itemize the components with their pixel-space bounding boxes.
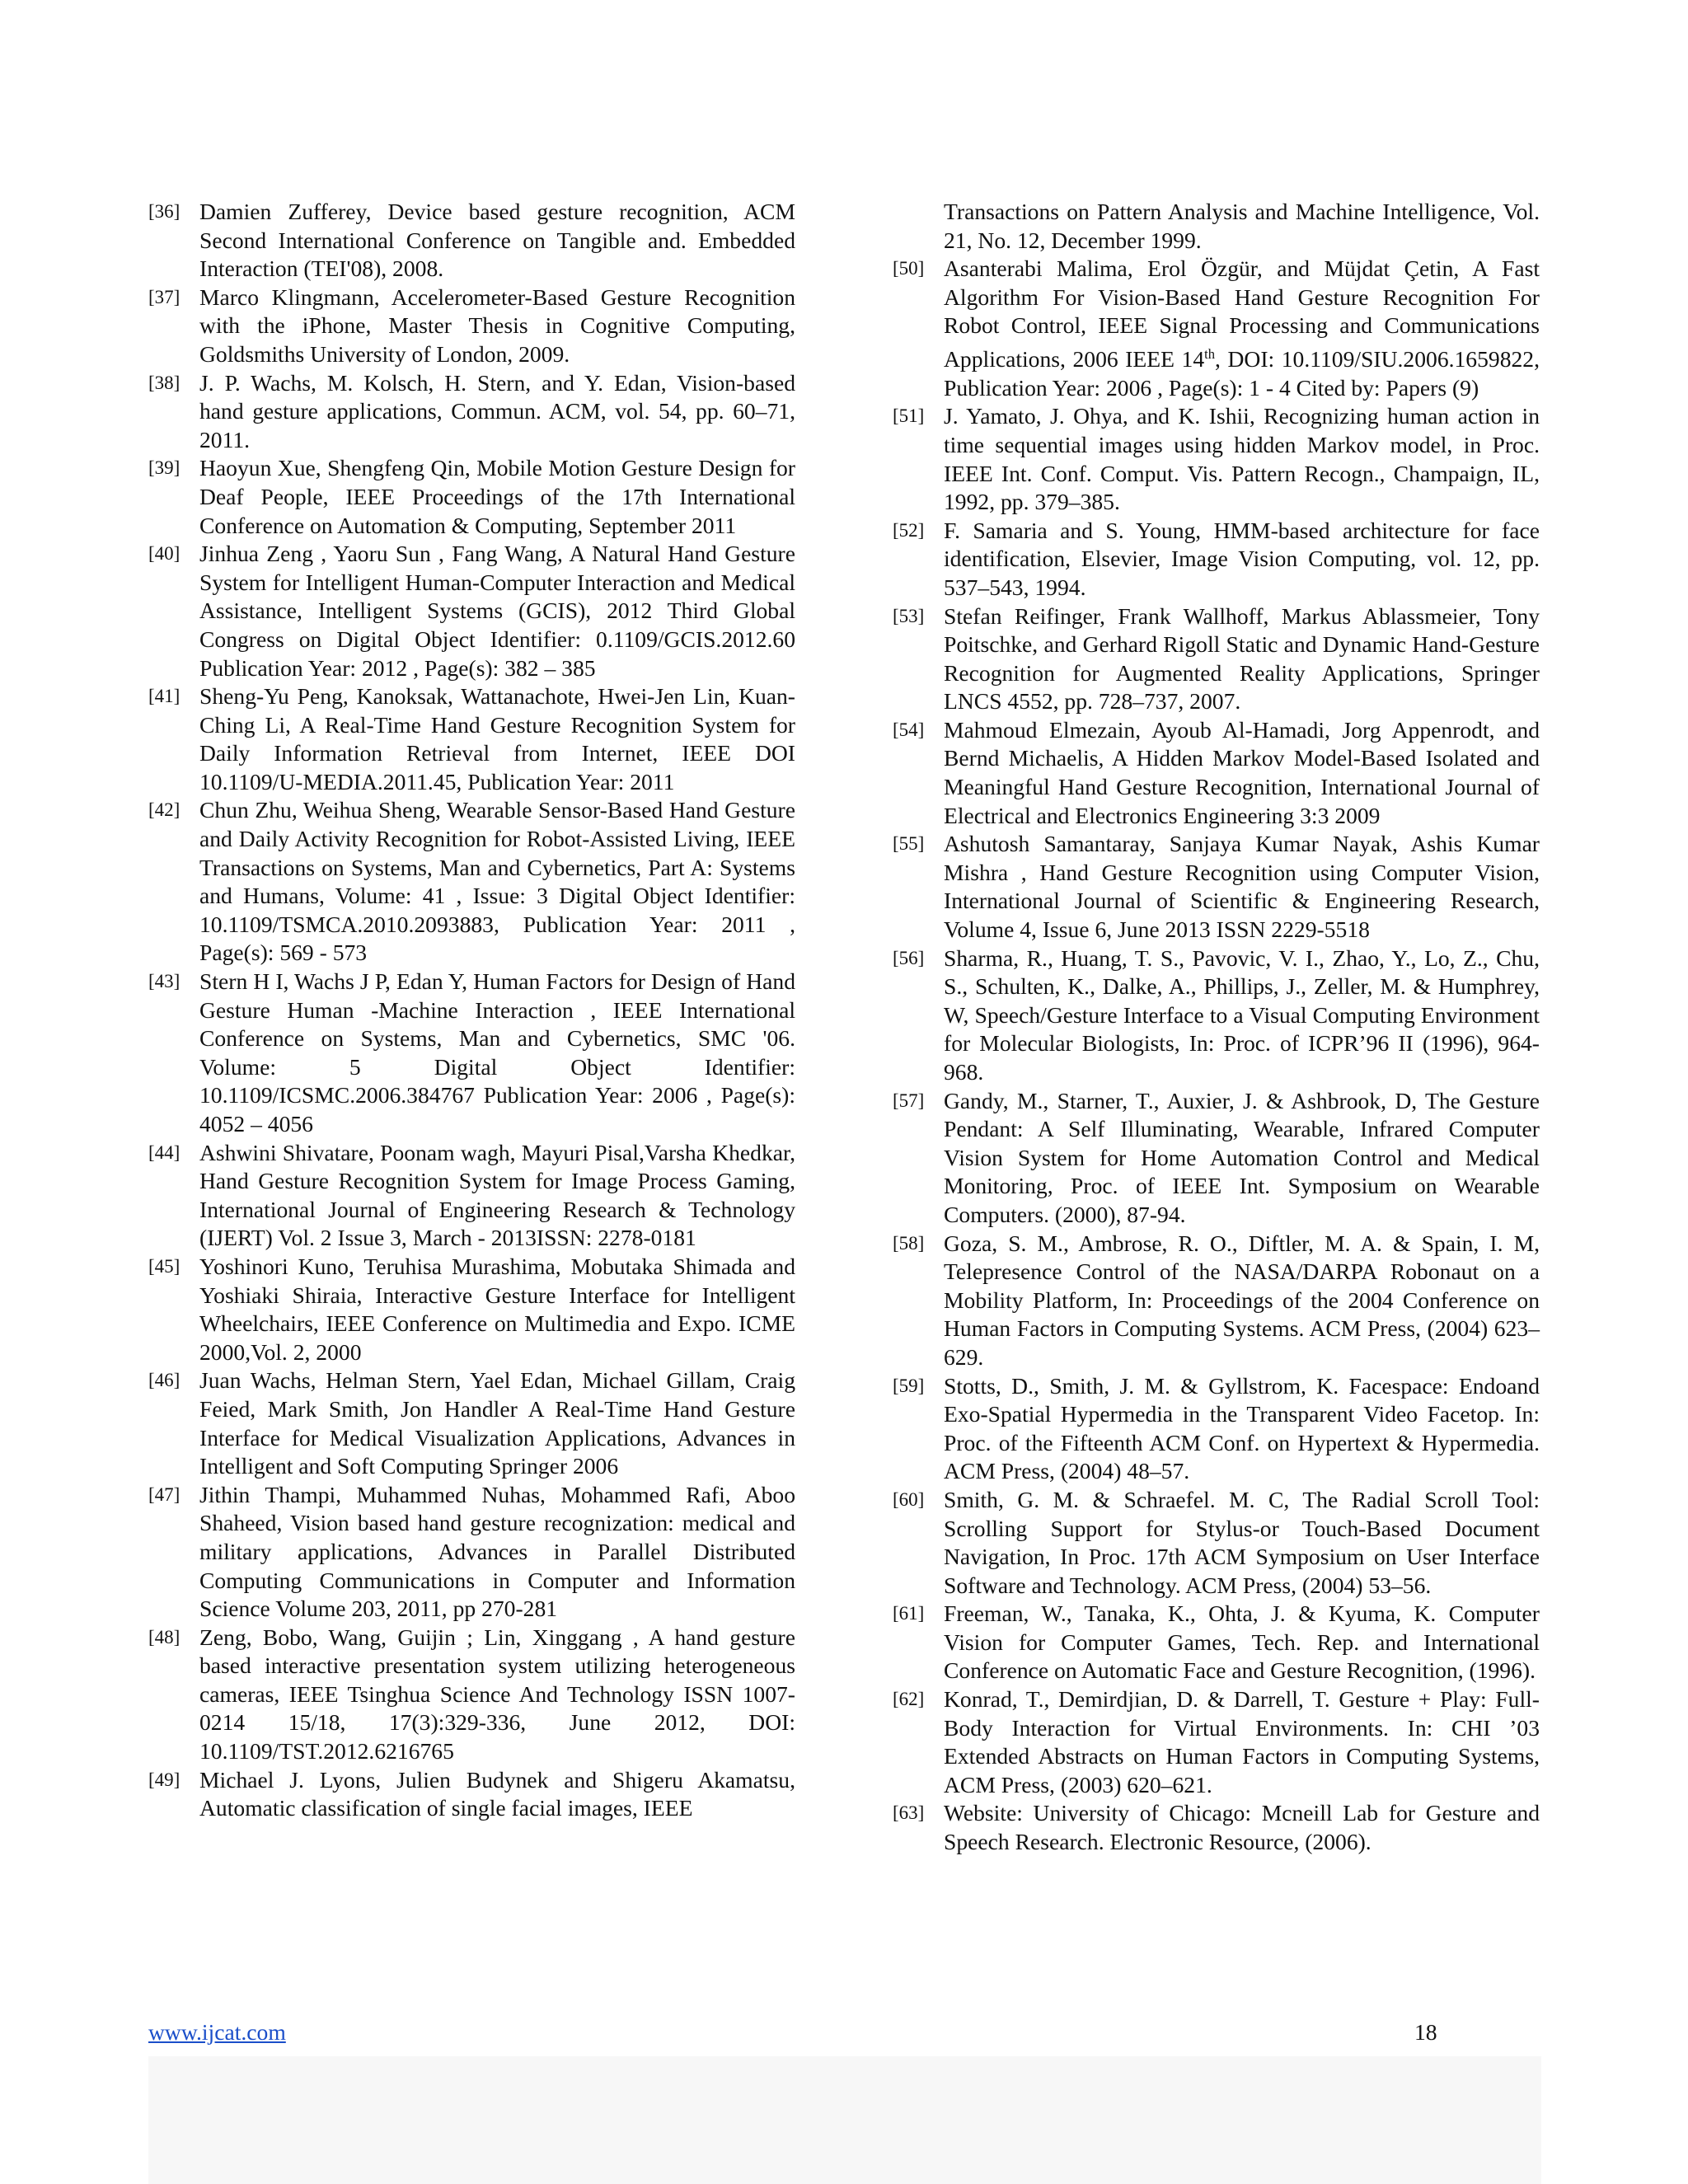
reference-text: F. Samaria and S. Young, HMM-based architecture for face identification, Elsevier, Image Vision Computing, vol. 12, pp. 537–543, 1994.	[944, 517, 1540, 600]
page-number: 18	[1414, 2019, 1437, 2045]
reference-number: [51]	[893, 405, 925, 427]
reference-number: [62]	[893, 1689, 925, 1710]
reference-item	[893, 1685, 1540, 1799]
reference-item	[893, 1087, 1540, 1230]
reference-text: Jinhua Zeng , Yaoru Sun , Fang Wang, A Natural Hand Gesture System for Intelligent Human-Computer Interaction and Medical Assistance, Intelligent Systems (GCIS), 2012 Third Global Congress on Digital Object Identifier: 0.1109/GCIS.2012.60 Publication Year: 2012 , Page(s): 382 – 385	[199, 541, 795, 681]
reference-item	[893, 830, 1540, 944]
reference-number: [57]	[893, 1090, 925, 1111]
reference-item	[893, 602, 1540, 716]
reference-item	[148, 284, 795, 369]
reference-text: Website: University of Chicago: Mcneill Lab for Gesture and Speech Research. Electronic Resource, (2006).	[944, 1800, 1540, 1855]
reference-text: Sheng-Yu Peng, Kanoksak, Wattanachote, Hwei-Jen Lin, Kuan-Ching Li, A Real-Time Hand Gesture Recognition System for Daily Information Retrieval from Internet, IEEE DOI 10.1109/U-MEDIA.2011.45, Publication Year: 2011	[199, 683, 795, 794]
reference-item	[148, 454, 795, 540]
reference-text: Freeman, W., Tanaka, K., Ohta, J. & Kyuma, K. Computer Vision for Computer Games, Tech. Rep. and International Conference on Automatic Face and Gesture Recognition, (1996).	[944, 1601, 1540, 1684]
reference-item	[148, 198, 795, 284]
reference-text: Chun Zhu, Weihua Sheng, Wearable Sensor-Based Hand Gesture and Daily Activity Recognition for Robot-Assisted Living, IEEE Transactions on Systems, Man and Cybernetics, Part A: Systems and Humans, Volume: 41 , Issue: 3 Digital Object Identifier: 10.1109/TSMCA.2010.2093883, Publication Year: 2011 , Page(s): 569 - 573	[199, 797, 795, 966]
reference-number: [54]	[893, 719, 925, 740]
reference-number: [44]	[148, 1141, 181, 1163]
reference-number: [43]	[148, 971, 181, 992]
reference-item	[893, 1372, 1540, 1486]
reference-item	[893, 716, 1540, 830]
reference-number: [56]	[893, 947, 925, 968]
reference-item	[148, 968, 795, 1139]
reference-text: Sharma, R., Huang, T. S., Pavovic, V. I., Zhao, Y., Lo, Z., Chu, S., Schulten, K., Dalke, A., Phillips, J., Zeller, M. & Humphrey, W, Speech/Gesture Interface to a Visual Computing Environment for Molecular Biologists, In: Proc. of ICPR’96 II (1996), 964-968.	[944, 944, 1540, 1085]
reference-number: [39]	[148, 457, 181, 479]
reference-item	[148, 682, 795, 796]
reference-item	[893, 402, 1540, 516]
reference-number: [50]	[893, 258, 925, 279]
reference-text: Stern H I, Wachs J P, Edan Y, Human Factors for Design of Hand Gesture Human -Machine Interaction , IEEE International Conference on Systems, Man and Cybernetics, SMC '06. Volume: 5 Digital Object Identifier: 10.1109/ICSMC.2006.384767 Publication Year: 2006 , Page(s): 4052 – 4056	[199, 968, 795, 1137]
reference-text: Michael J. Lyons, Julien Budynek and Shigeru Akamatsu, Automatic classification of single facial images, IEEE	[199, 1766, 795, 1821]
reference-text: Zeng, Bobo, Wang, Guijin ; Lin, Xinggang , A hand gesture based interactive presentation system utilizing heterogeneous cameras, IEEE Tsinghua Science And Technology ISSN 1007-0214 15/18, 17(3):329-336, June 2012, DOI: 10.1109/TST.2012.6216765	[199, 1624, 795, 1765]
reference-number: [52]	[893, 519, 925, 541]
reference-item	[893, 255, 1540, 402]
reference-number: [49]	[148, 1769, 181, 1790]
reference-number: [45]	[148, 1255, 181, 1277]
reference-number: [36]	[148, 201, 181, 222]
references-left-column	[148, 198, 795, 1823]
reference-item	[148, 1366, 795, 1480]
reference-item	[893, 944, 1540, 1087]
reference-item	[893, 1486, 1540, 1600]
reference-item	[893, 1230, 1540, 1372]
reference-number: [48]	[148, 1626, 181, 1647]
reference-continuation	[893, 198, 1540, 255]
reference-text: Transactions on Pattern Analysis and Machine Intelligence, Vol. 21, No. 12, December 1999.	[944, 199, 1540, 253]
reference-text: Marco Klingmann, Accelerometer-Based Gesture Recognition with the iPhone, Master Thesis in Cognitive Computing, Goldsmiths University of London, 2009.	[199, 284, 795, 367]
reference-item	[893, 1600, 1540, 1685]
reference-text: J. P. Wachs, M. Kolsch, H. Stern, and Y. Edan, Vision-based hand gesture applications, Commun. ACM, vol. 54, pp. 60–71, 2011.	[199, 369, 795, 452]
reference-number: [47]	[148, 1483, 181, 1505]
reference-item	[893, 517, 1540, 602]
reference-number: [60]	[893, 1488, 925, 1510]
bottom-background-band	[148, 2056, 1541, 2184]
reference-text: Mahmoud Elmezain, Ayoub Al-Hamadi, Jorg Appenrodt, and Bernd Michaelis, A Hidden Markov Model-Based Isolated and Meaningful Hand Gesture Recognition, International Journal of Electrical and Electronics Engineering 3:3 2009	[944, 716, 1540, 828]
reference-number: [40]	[148, 543, 181, 565]
reference-item	[148, 1624, 795, 1766]
reference-text: Juan Wachs, Helman Stern, Yael Edan, Michael Gillam, Craig Feied, Mark Smith, Jon Handler A Real-Time Hand Gesture Interface for Medical Visualization Applications, Advances in Intelligent and Soft Computing Springer 2006	[199, 1367, 795, 1479]
reference-text: Stefan Reifinger, Frank Wallhoff, Markus Ablassmeier, Tony Poitschke, and Gerhard Rigoll Static and Dynamic Hand-Gesture Recognition for Augmented Reality Applications, Springer LNCS 4552, pp. 728–737, 2007.	[944, 602, 1540, 715]
reference-text: Smith, G. M. & Schraefel. M. C, The Radial Scroll Tool: Scrolling Support for Stylus-or Touch-Based Document Navigation, In Proc. 17th ACM Symposium on User Interface Software and Technology. ACM Press, (2004) 53–56.	[944, 1486, 1540, 1598]
reference-text: Jithin Thampi, Muhammed Nuhas, Mohammed Rafi, Aboo Shaheed, Vision based hand gesture recognization: medical and military applications, Advances in Parallel Distributed Computing Communications in Computer and Information Science Volume 203, 2011, pp 270-281	[199, 1481, 795, 1622]
reference-text: Ashwini Shivatare, Poonam wagh, Mayuri Pisal,Varsha Khedkar, Hand Gesture Recognition System for Image Process Gaming, International Journal of Engineering Research & Technology (IJERT) Vol. 2 Issue 3, March - 2013ISSN: 2278-0181	[199, 1139, 795, 1251]
reference-number: [42]	[148, 799, 181, 821]
reference-number: [61]	[893, 1603, 925, 1624]
reference-number: [38]	[148, 372, 181, 393]
reference-text: Damien Zufferey, Device based gesture recognition, ACM Second International Conference on Tangible and. Embedded Interaction (TEI'08), 2008.	[199, 199, 795, 282]
reference-text: Goza, S. M., Ambrose, R. O., Diftler, M. A. & Spain, I. M, Telepresence Control of the NASA/DARPA Robonaut on a Mobility Platform, In: Proceedings of the 2004 Conference on Human Factors in Computing Systems. ACM Press, (2004) 623–629.	[944, 1230, 1540, 1370]
reference-text: Ashutosh Samantaray, Sanjaya Kumar Nayak, Ashis Kumar Mishra , Hand Gesture Recognition using Computer Vision, International Journal of Scientific & Engineering Research, Volume 4, Issue 6, June 2013 ISSN 2229-5518	[944, 831, 1540, 943]
reference-item	[148, 369, 795, 455]
reference-number: [59]	[893, 1375, 925, 1396]
reference-text: Stotts, D., Smith, J. M. & Gyllstrom, K. Facespace: Endoand Exo-Spatial Hypermedia in the Transparent Video Facetop. In: Proc. of the Fifteenth ACM Conf. on Hypertext & Hypermedia. ACM Press, (2004) 48–57.	[944, 1372, 1540, 1484]
reference-text: Yoshinori Kuno, Teruhisa Murashima, Mobutaka Shimada and Yoshiaki Shiraia, Interactive Gesture Interface for Intelligent Wheelchairs, IEEE Conference on Multimedia and Expo. ICME 2000,Vol. 2, 2000	[199, 1253, 795, 1365]
reference-item	[148, 1253, 795, 1366]
reference-text: J. Yamato, J. Ohya, and K. Ishii, Recognizing human action in time sequential images using hidden Markov model, in Proc. IEEE Int. Conf. Comput. Vis. Pattern Recogn., Champaign, IL, 1992, pp. 379–385.	[944, 403, 1540, 515]
journal-website-link[interactable]: www.ijcat.com	[148, 2019, 286, 2045]
reference-item	[148, 796, 795, 968]
reference-item	[148, 1481, 795, 1624]
reference-item	[893, 1799, 1540, 1856]
reference-number: [63]	[893, 1802, 925, 1824]
reference-number: [53]	[893, 605, 925, 626]
reference-number: [37]	[148, 286, 181, 307]
reference-item	[148, 1139, 795, 1253]
reference-number: [58]	[893, 1232, 925, 1254]
reference-number: [55]	[893, 833, 925, 855]
reference-text: Konrad, T., Demirdjian, D. & Darrell, T. Gesture + Play: Full-Body Interaction for Virtual Environments. In: CHI ’03 Extended Abstracts on Human Factors in Computing Systems, ACM Press, (2003) 620–621.	[944, 1686, 1540, 1797]
reference-item	[148, 540, 795, 682]
reference-text: Gandy, M., Starner, T., Auxier, J. & Ashbrook, D, The Gesture Pendant: A Self Illuminating, Wearable, Infrared Computer Vision System for Home Automation Control and Medical Monitoring, Proc. of IEEE Int. Symposium on Wearable Computers. (2000), 87-94.	[944, 1087, 1540, 1227]
reference-text: Asanterabi Malima, Erol Özgür, and Müjdat Çetin, A Fast Algorithm For Vision-Based Hand Gesture Recognition For Robot Control, IEEE Signal Processing and Communications Applications, 2006 IEEE 14th, DOI: 10.1109/SIU.2006.1659822, Publication Year: 2006 , Page(s): 1 - 4 Cited by: Papers (9)	[944, 255, 1540, 401]
reference-text: Haoyun Xue, Shengfeng Qin, Mobile Motion Gesture Design for Deaf People, IEEE Proceedings of the 17th International Conference on Automation & Computing, September 2011	[199, 455, 795, 538]
references-right-column	[893, 198, 1540, 1857]
reference-item	[148, 1766, 795, 1823]
reference-number: [41]	[148, 686, 181, 707]
reference-number: [46]	[148, 1370, 181, 1391]
